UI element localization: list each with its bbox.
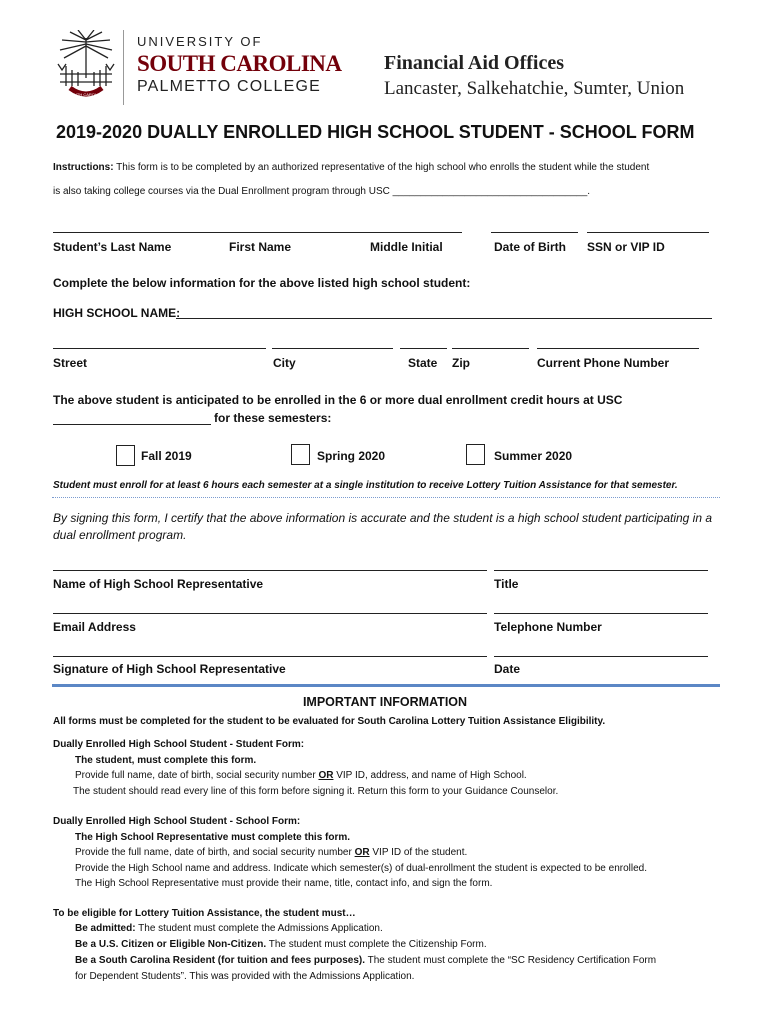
state-line[interactable] xyxy=(400,348,447,349)
city-line[interactable] xyxy=(272,348,393,349)
student-form-line-2: The student should read every line of this form before signing it. Return this form to your Guidance Counselor. xyxy=(73,786,559,797)
rep-email-label: Email Address xyxy=(53,620,136,634)
rep-name-line[interactable] xyxy=(53,570,487,571)
for-semesters-text: for these semesters: xyxy=(214,411,332,425)
student-form-or: OR xyxy=(318,770,334,781)
spring-2020-label: Spring 2020 xyxy=(317,449,386,463)
office-locations: Lancaster, Salkehatchie, Sumter, Union xyxy=(384,78,685,99)
important-heading: IMPORTANT INFORMATION xyxy=(302,695,468,709)
city-label: City xyxy=(273,356,296,370)
eligible-resident-2: for Dependent Students”. This was provided with the Admissions Application. xyxy=(75,971,415,982)
eligible-resident xyxy=(75,955,656,966)
rep-title-line[interactable] xyxy=(494,570,708,571)
phone-line[interactable] xyxy=(537,348,699,349)
street-line[interactable] xyxy=(53,348,266,349)
phone-label: Current Phone Number xyxy=(537,356,670,370)
eligible-resident-label: Be a South Carolina Resident (for tuition and fees purposes). xyxy=(75,955,366,966)
state-label: State xyxy=(408,356,438,370)
eligible-resident-text: The student must complete the “SC Residency Certification Form xyxy=(365,955,657,966)
rep-date-line[interactable] xyxy=(494,656,708,657)
instructions-line-2: is also taking college courses via the Dual Enrollment program through USC ___________________________________. xyxy=(53,186,591,197)
south-carolina-label: SOUTH CAROLINA xyxy=(137,51,342,76)
rep-email-line[interactable] xyxy=(53,613,487,614)
logo-ribbon-text: SOUTH CAROLINA xyxy=(68,92,104,97)
eligible-admitted xyxy=(75,923,383,934)
rep-phone-line[interactable] xyxy=(494,613,708,614)
street-label: Street xyxy=(53,356,88,370)
high-school-name-label: HIGH SCHOOL NAME: xyxy=(53,306,181,320)
anticipated-text: The above student is anticipated to be enrolled in the 6 or more dual enrollment credit hours at USC xyxy=(53,393,623,407)
usc-campus-line[interactable] xyxy=(53,424,211,425)
rep-date-label: Date xyxy=(494,662,521,676)
all-forms-text: All forms must be completed for the student to be evaluated for South Carolina Lottery Tuition Assistance Eligibility. xyxy=(53,716,606,727)
eligible-admitted-text: The student must complete the Admissions Application. xyxy=(135,923,383,934)
summer-2020-label: Summer 2020 xyxy=(494,449,573,463)
first-name-label: First Name xyxy=(229,240,292,254)
school-form-line-1-post: VIP ID of the student. xyxy=(369,847,468,858)
student-form-title: Dually Enrolled High School Student - Student Form: xyxy=(53,739,305,750)
school-form-line-2: Provide the High School name and address. Indicate which semester(s) of dual-enrollment the student is expected to be enrolled. xyxy=(75,863,647,874)
instructions-label: Instructions: xyxy=(53,162,114,173)
instructions-text-1: This form is to be completed by an authorized representative of the high school who enrolls the student while the student xyxy=(116,162,650,173)
complete-below-text: Complete the below information for the above listed high school student: xyxy=(53,276,471,290)
palmetto-college-label: PALMETTO COLLEGE xyxy=(137,78,321,95)
zip-label: Zip xyxy=(452,356,470,370)
enroll-note: Student must enroll for at least 6 hours each semester at a single institution to receive Lottery Tuition Assistance for that semester. xyxy=(53,480,678,491)
form-title: 2019-2020 DUALLY ENROLLED HIGH SCHOOL STUDENT - SCHOOL FORM xyxy=(56,122,695,142)
fall-2019-label: Fall 2019 xyxy=(141,449,192,463)
university-of-label: UNIVERSITY OF xyxy=(137,34,263,49)
student-name-line[interactable] xyxy=(53,232,462,233)
school-form-who: The High School Representative must complete this form. xyxy=(75,832,351,843)
logo-divider xyxy=(123,30,124,105)
student-form-who: The student, must complete this form. xyxy=(75,755,257,766)
student-form-line-1 xyxy=(75,770,527,781)
dob-line[interactable] xyxy=(491,232,578,233)
rep-signature-line[interactable] xyxy=(53,656,487,657)
office-title: Financial Aid Offices xyxy=(384,52,564,74)
section-divider xyxy=(52,684,720,687)
middle-initial-label: Middle Initial xyxy=(370,240,443,254)
eligible-admitted-label: Be admitted: xyxy=(75,923,136,934)
zip-line[interactable] xyxy=(452,348,529,349)
palmetto-logo-icon xyxy=(56,30,116,104)
rep-title-label: Title xyxy=(494,577,519,591)
high-school-name-line[interactable] xyxy=(176,318,712,319)
eligible-citizen-label: Be a U.S. Citizen or Eligible Non-Citizen. xyxy=(75,939,267,950)
school-form-title: Dually Enrolled High School Student - School Form: xyxy=(53,816,301,827)
summer-2020-checkbox[interactable] xyxy=(466,444,485,465)
instructions-line-1 xyxy=(53,162,649,173)
dob-label: Date of Birth xyxy=(494,240,566,254)
school-form-or: OR xyxy=(354,847,370,858)
student-form-line-1-post: VIP ID, address, and name of High School. xyxy=(333,770,527,781)
spring-2020-checkbox[interactable] xyxy=(291,444,310,465)
last-name-label: Student’s Last Name xyxy=(53,240,172,254)
school-form-line-3: The High School Representative must provide their name, title, contact info, and sign the form. xyxy=(75,878,493,889)
school-form-line-1-pre: Provide the full name, date of birth, and social security number xyxy=(75,847,355,858)
ssn-label: SSN or VIP ID xyxy=(587,240,665,254)
eligible-citizen-text: The student must complete the Citizenship Form. xyxy=(266,939,487,950)
rep-phone-label: Telephone Number xyxy=(494,620,602,634)
student-form-line-1-pre: Provide full name, date of birth, social security number xyxy=(75,770,319,781)
certification-text: By signing this form, I certify that the above information is accurate and the student is a high school student participating in a dual enrollment program. xyxy=(53,511,713,542)
fall-2019-checkbox[interactable] xyxy=(116,445,135,466)
school-form-line-1 xyxy=(75,847,467,858)
eligible-title: To be eligible for Lottery Tuition Assistance, the student must… xyxy=(53,908,356,919)
rep-signature-label: Signature of High School Representative xyxy=(53,662,286,676)
eligible-citizen xyxy=(75,939,487,950)
rep-name-label: Name of High School Representative xyxy=(53,577,264,591)
ssn-line[interactable] xyxy=(587,232,709,233)
note-divider xyxy=(52,497,720,498)
